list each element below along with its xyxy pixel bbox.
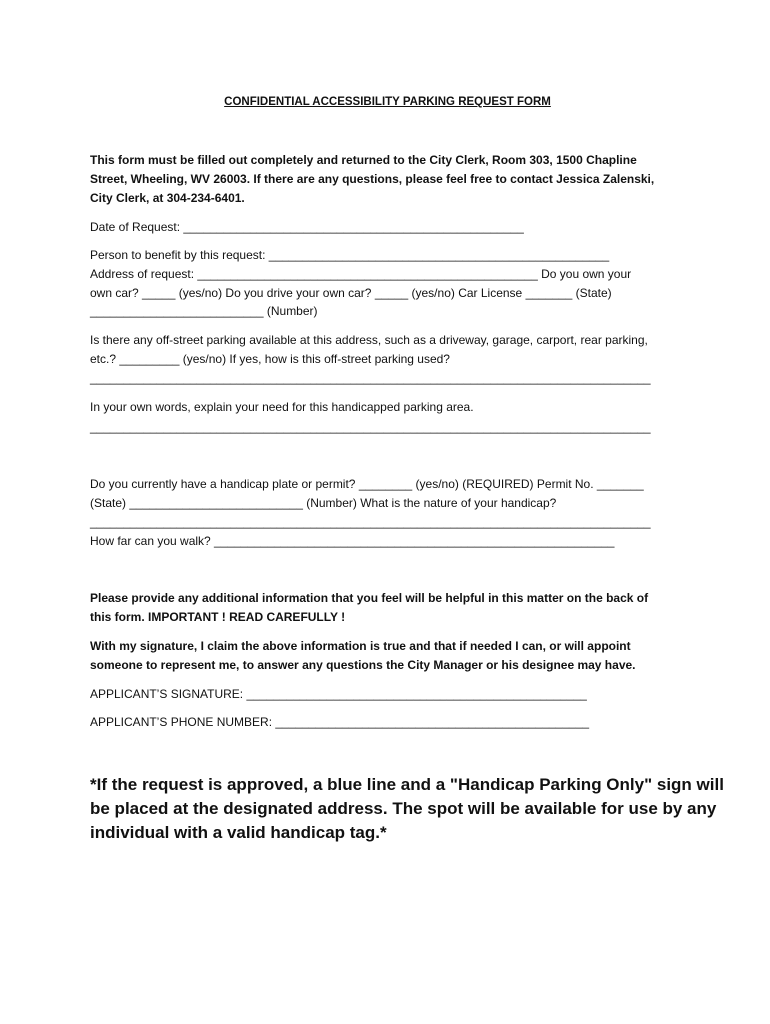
offstreet-answer-line[interactable]: ____________________________________________________________________________________ <box>90 371 651 385</box>
plate-question-line-1[interactable]: Do you currently have a handicap plate or permit? ________ (yes/no) (REQUIRED) Permit No. _______ <box>90 477 644 491</box>
additional-info-line-2: this form. IMPORTANT ! READ CAREFULLY ! <box>90 610 346 624</box>
intro-line-3: City Clerk, at 304-234-6401. <box>90 191 245 205</box>
intro-line-1: This form must be filled out completely and returned to the City Clerk, Room 303, 1500 Chapline <box>90 153 637 167</box>
applicant-signature-field[interactable]: APPLICANT’S SIGNATURE: ___________________________________________________ <box>90 687 587 701</box>
offstreet-question-line-2[interactable]: etc.? _________ (yes/no) If yes, how is this off-street parking used? <box>90 352 450 366</box>
applicant-phone-field[interactable]: APPLICANT’S PHONE NUMBER: _______________________________________________ <box>90 715 590 729</box>
address-line-3[interactable]: __________________________ (Number) <box>90 304 318 318</box>
person-to-benefit-field[interactable]: Person to benefit by this request: ___________________________________________________ <box>90 248 610 262</box>
additional-info-line-1: Please provide any additional information that you feel will be helpful in this matter on the back of <box>90 591 649 605</box>
handicap-nature-answer-line[interactable]: ____________________________________________________________________________________ <box>90 515 651 529</box>
walk-distance-field[interactable]: How far can you walk? ____________________________________________________________ <box>90 534 615 548</box>
approval-notice-line-3: individual with a valid handicap tag.* <box>90 823 387 842</box>
offstreet-question-line-1: Is there any off-street parking available at this address, such as a driveway, garage, carport, rear parking, <box>90 333 648 347</box>
approval-notice-line-2: be placed at the designated address. The spot will be available for use by any <box>90 799 717 818</box>
approval-notice-line-1: *If the request is approved, a blue line and a "Handicap Parking Only" sign will <box>90 775 724 794</box>
explain-need-question: In your own words, explain your need for this handicapped parking area. <box>90 400 474 414</box>
explain-need-answer-line[interactable]: ____________________________________________________________________________________ <box>90 420 651 434</box>
form-title: CONFIDENTIAL ACCESSIBILITY PARKING REQUEST FORM <box>224 96 551 108</box>
signature-claim-line-2: someone to represent me, to answer any questions the City Manager or his designee may have. <box>90 658 636 672</box>
address-line-2[interactable]: own car? _____ (yes/no) Do you drive your own car? _____ (yes/no) Car License _______ (State) <box>90 286 612 300</box>
intro-line-2: Street, Wheeling, WV 26003. If there are any questions, please feel free to contact Jessica Zalenski, <box>90 172 655 186</box>
plate-question-line-2[interactable]: (State) __________________________ (Number) What is the nature of your handicap? <box>90 496 557 510</box>
address-line-1[interactable]: Address of request: ___________________________________________________ Do you own your <box>90 267 632 281</box>
signature-claim-line-1: With my signature, I claim the above information is true and that if needed I can, or will appoint <box>90 639 631 653</box>
date-of-request-field[interactable]: Date of Request: ___________________________________________________ <box>90 220 524 234</box>
